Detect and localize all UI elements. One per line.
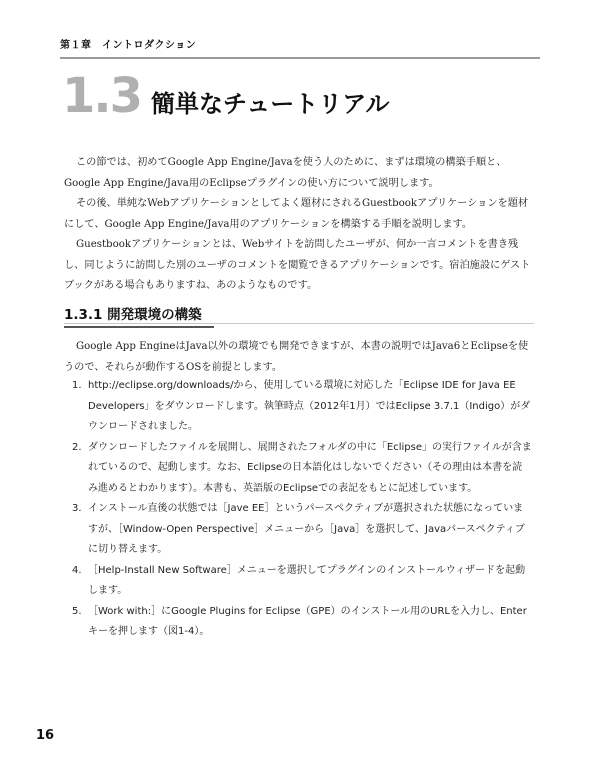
intro-paragraph: この節では、初めてGoogle App Engine/Javaを使う人のために、まずは環境の構築手順と、Google App Engine/Java用のEclipseプラグインの使い方について説明します。 (64, 157, 507, 189)
list-item (72, 602, 532, 643)
step-number: 2. (72, 441, 82, 453)
step-number: 1. (72, 380, 82, 391)
intro-text (64, 153, 534, 297)
intro-paragraph: Guestbookアプリケーションとは、Webサイトを訪問したユーザが、何か一言コメントを書き残し、同じように訪問した別のユーザのコメントを閲覧できるアプリケーションです。宿泊施設にゲストブックがある場合もありますね、あのようなものです。 (64, 239, 531, 291)
step-text: http://eclipse.org/downloads/から、使用している環境に対応した「Eclipse IDE for Java EE Developers」をダウンロードします。執筆時点（2012年1月）ではEclipse 3.7.1（Indigo）がダウンロードされました。 (88, 380, 531, 432)
list-item (72, 561, 532, 602)
subsection-rule (64, 323, 534, 324)
step-text: ダウンロードしたファイルを展開し、展開されたフォルダの中に「Eclipse」の実行ファイルが含まれているので、起動します。なお、Eclipseの日本語化はしないでください（その理由は本書を読み進めるとわかります）。本書も、英語版のEclipseでの表記をもとに記述しています。 (88, 441, 532, 494)
subsection-paragraph: Google App EngineはJava以外の環境でも開発できますが、本書の説明ではJava6とEclipseを使うので、それらが動作するOSを前提とします。 (64, 341, 529, 373)
step-text: ［Work with:］にGoogle Plugins for Eclipse（GPE）のインストール用のURLを入力し、Enterキーを押します（図1-4）。 (88, 605, 527, 637)
step-number: 3. (72, 503, 82, 514)
step-text: インストール直後の状態では［Jave EE］というパースペクティブが選択された状態になっていますが、［Window-Open Perspective］メニューから［Java］を選択して、Javaパースペクティブに切り替えます。 (88, 503, 525, 555)
section-number: 1.3 (62, 68, 142, 124)
step-number: 4. (72, 564, 82, 576)
chapter-header: 第１章 イントロダクション (60, 36, 540, 59)
subsection-heading: 1.3.1 開発環境の構築 (64, 303, 214, 328)
step-text: ［Help-Install New Software］メニューを選択してプラグインのインストールウィザードを起動します。 (88, 564, 526, 596)
list-item (72, 499, 532, 561)
list-item (72, 438, 532, 500)
step-number: 5. (72, 605, 82, 617)
section-title (62, 68, 390, 124)
page-number: 16 (36, 728, 55, 743)
step-list (72, 376, 532, 643)
section-name: 簡単なチュートリアル (151, 90, 390, 118)
list-item (72, 376, 532, 438)
intro-paragraph: その後、単純なWebアプリケーションとしてよく題材にされるGuestbookアプリケーションを題材にして、Google App Engine/Java用のアプリケーションを構築する手順を説明します。 (64, 198, 529, 230)
